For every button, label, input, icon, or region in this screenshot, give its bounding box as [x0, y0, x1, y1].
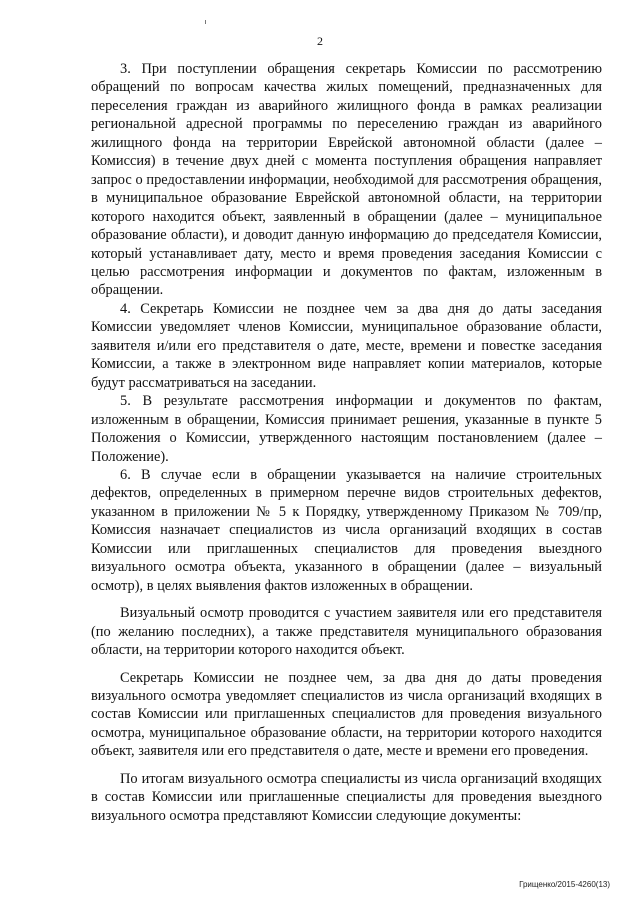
paragraph-5: 5. В результате рассмотрения информации и документов по фактам, изложенным в обращении, Комиссия принимает решения, указанные в пункте 5 Положения о Комиссии, утвержденного настоящим постановлением (далее – Положение). — [91, 393, 602, 465]
paragraph-notification: Секретарь Комиссии не позднее чем, за два дня до даты проведения визуального осмотра уведомляет специалистов из числа организаций входящих в состав Комиссии или приглашенных специалистов для проведения визуального осмотра, муниципальное образование области, на территории которого находится объект, заявителя или его представителя о дате, месте и времени его проведения. — [91, 669, 602, 760]
paragraph-4: 4. Секретарь Комиссии не позднее чем за два дня до даты заседания Комиссии уведомляет членов Комиссии, муниципальное образование области, заявителя и/или его представителя о дате, месте, времени и повестке заседания Комиссии, а также в электронном виде направляет копии материалов, которые будут рассматриваться на заседании. — [91, 300, 602, 391]
page-number: 2 — [317, 34, 323, 48]
scan-mark — [205, 20, 206, 24]
paragraph-3: 3. При поступлении обращения секретарь Комиссии по рассмотрению обращений по вопросам качества жилых помещений, предназначенных для переселения граждан из аварийного жилищного фонда в рамках реализации региональной адресной программы по переселению граждан из аварийного жилищного фонда на территории Еврейской автономной области (далее – Комиссия) в течение двух дней с момента поступления обращения направляет запрос о предоставлении информации, необходимой для рассмотрения обращения, в муниципальное образование Еврейской автономной области, на территории которого находится объект, заявленный в обращении (далее – муниципальное образование области), и доводит данную информацию до председателя Комиссии, который устанавливает дату, место и время проведения заседания Комиссии с целью рассмотрения информации и документов по фактам, изложенным в обращении. — [91, 61, 602, 299]
document-body — [91, 60, 602, 825]
paragraph-results: По итогам визуального осмотра специалисты из числа организаций входящих в состав Комиссии или приглашенные специалисты для проведения выездного визуального осмотра представляют Комиссии следующие документы: — [91, 770, 602, 824]
paragraph-inspection: Визуальный осмотр проводится с участием заявителя или его представителя (по желанию последних), а также представителя муниципального образования области, на территории которого находится объект. — [91, 605, 602, 659]
document-footer-id: Грищенко/2015-4260(13) — [519, 880, 610, 889]
paragraph-6: 6. В случае если в обращении указывается на наличие строительных дефектов, определенных в примерном перечне видов строительных дефектов, указанном в приложении № 5 к Порядку, утвержденному Приказом № 709/пр, Комиссия назначает специалистов из числа организаций входящих в состав Комиссии или приглашенных специалистов для проведения выездного визуального осмотра объекта, указанного в обращении (далее – визуальный осмотр), в целях выявления фактов изложенных в обращении. — [91, 466, 602, 594]
